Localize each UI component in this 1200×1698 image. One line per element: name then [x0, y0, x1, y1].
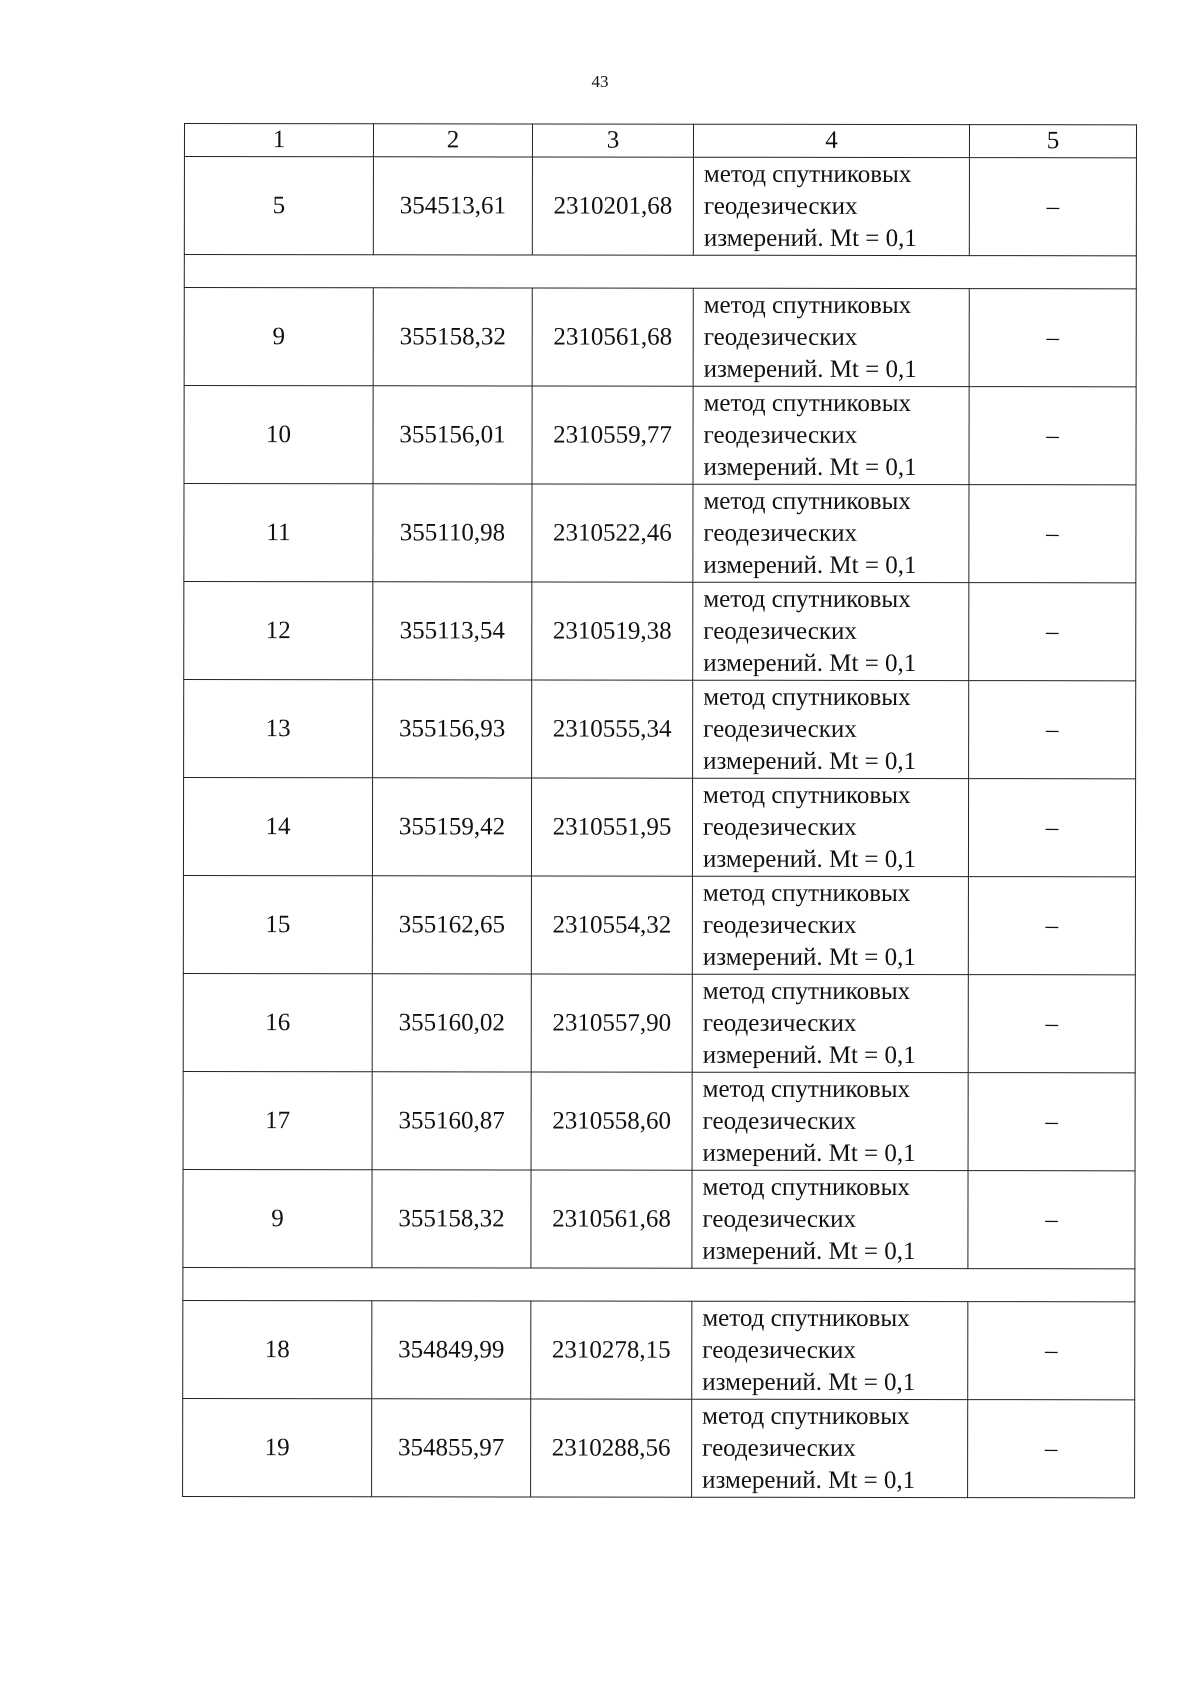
separator-row — [183, 1267, 1135, 1301]
method-cell — [693, 386, 969, 484]
method-text-line: геодезических — [703, 519, 858, 547]
table-row — [183, 1169, 1135, 1268]
method-cell — [692, 1072, 968, 1170]
method-text-line: измерений. Mt = 0,1 — [703, 453, 917, 481]
method-text-line: измерений. Mt = 0,1 — [702, 1466, 916, 1494]
y-coordinate-cell: 2310522,46 — [532, 484, 693, 582]
point-number-cell: 10 — [184, 386, 373, 484]
table-row — [184, 386, 1136, 485]
note-cell: – — [969, 681, 1136, 779]
method-text-line: метод спутниковых — [702, 1304, 910, 1332]
note-cell: – — [969, 387, 1136, 485]
y-coordinate-cell: 2310557,90 — [531, 974, 692, 1072]
method-text-line: метод спутниковых — [702, 1075, 911, 1103]
separator-cell — [183, 1267, 1135, 1301]
y-coordinate-cell: 2310561,68 — [532, 288, 693, 386]
table-row — [183, 973, 1135, 1072]
note-cell: – — [968, 779, 1135, 877]
point-number-cell: 9 — [184, 288, 373, 386]
method-text-line: метод спутниковых — [703, 487, 911, 515]
y-coordinate-cell: 2310555,34 — [532, 680, 693, 778]
point-number-cell: 11 — [184, 484, 373, 582]
x-coordinate-cell: 355110,98 — [373, 484, 532, 582]
method-text-line: измерений. Mt = 0,1 — [702, 1139, 916, 1167]
column-header: 5 — [969, 125, 1136, 158]
x-coordinate-cell: 355160,87 — [372, 1072, 531, 1170]
point-number-cell: 9 — [183, 1169, 372, 1267]
x-coordinate-cell: 355113,54 — [373, 582, 532, 680]
method-text-line: геодезических — [702, 1434, 856, 1462]
note-cell: – — [968, 1171, 1135, 1269]
method-cell — [693, 157, 969, 255]
page-number: 43 — [591, 72, 609, 91]
method-text-line: измерений. Mt = 0,1 — [702, 845, 917, 873]
y-coordinate-cell: 2310519,38 — [532, 582, 693, 680]
x-coordinate-cell: 355162,65 — [372, 876, 531, 974]
method-cell — [692, 1170, 968, 1268]
separator-cell — [184, 255, 1136, 289]
table-row — [183, 778, 1135, 877]
coordinates-table — [182, 123, 1137, 1498]
method-cell — [693, 582, 969, 680]
note-cell: – — [968, 877, 1135, 975]
method-text-line: измерений. Mt = 0,1 — [702, 943, 916, 971]
method-text-line: измерений. Mt = 0,1 — [703, 649, 917, 677]
method-cell — [692, 876, 968, 974]
method-text-line: измерений. Mt = 0,1 — [703, 224, 917, 252]
table-row — [183, 1398, 1135, 1497]
point-number-cell: 16 — [183, 973, 372, 1071]
method-text-line: метод спутниковых — [702, 977, 911, 1005]
method-text-line: геодезических — [703, 421, 858, 449]
point-number-cell: 14 — [183, 778, 372, 876]
method-text-line: геодезических — [702, 1009, 857, 1037]
method-text-line: геодезических — [702, 1336, 856, 1364]
y-coordinate-cell: 2310558,60 — [531, 1072, 692, 1170]
method-text-line: метод спутниковых — [703, 160, 912, 188]
y-coordinate-cell: 2310559,77 — [532, 386, 693, 484]
table-header-row — [184, 124, 1136, 158]
method-cell — [693, 680, 969, 778]
table-body — [183, 157, 1137, 1498]
note-cell: – — [969, 485, 1136, 583]
note-cell: – — [968, 1302, 1135, 1400]
column-header: 2 — [373, 124, 532, 157]
method-text-line: метод спутниковых — [703, 389, 912, 417]
method-text-line: метод спутниковых — [703, 781, 911, 809]
note-cell: – — [969, 289, 1136, 387]
method-text-line: геодезических — [702, 911, 857, 939]
x-coordinate-cell: 355156,01 — [373, 386, 532, 484]
method-text-line: геодезических — [702, 1107, 857, 1135]
point-number-cell: 5 — [184, 157, 373, 255]
note-cell: – — [968, 975, 1135, 1073]
note-cell: – — [969, 583, 1136, 681]
method-text-line: метод спутниковых — [703, 291, 912, 319]
column-header: 4 — [693, 124, 969, 157]
point-number-cell: 15 — [183, 875, 372, 973]
method-text-line: измерений. Mt = 0,1 — [702, 1041, 916, 1069]
point-number-cell: 12 — [184, 582, 373, 680]
method-text-line: геодезических — [703, 617, 857, 645]
column-header: 1 — [184, 124, 373, 157]
point-number-cell: 18 — [183, 1300, 372, 1398]
note-cell: – — [969, 158, 1136, 256]
table-row — [184, 680, 1136, 779]
x-coordinate-cell: 355156,93 — [373, 680, 532, 778]
point-number-cell: 13 — [184, 680, 373, 778]
x-coordinate-cell: 354849,99 — [372, 1301, 531, 1399]
note-cell: – — [968, 1073, 1135, 1171]
method-cell — [692, 1399, 968, 1497]
method-text-line: измерений. Mt = 0,1 — [703, 747, 917, 775]
method-cell — [693, 288, 969, 386]
x-coordinate-cell: 355159,42 — [372, 778, 531, 876]
separator-row — [184, 255, 1136, 289]
x-coordinate-cell: 355158,32 — [373, 288, 532, 386]
y-coordinate-cell: 2310561,68 — [531, 1170, 692, 1268]
method-text-line: измерений. Mt = 0,1 — [702, 1368, 916, 1396]
table-row — [184, 582, 1136, 681]
table-row — [183, 875, 1135, 974]
table-row — [184, 484, 1136, 583]
method-text-line: метод спутниковых — [703, 585, 911, 613]
method-text-line: измерений. Mt = 0,1 — [703, 355, 917, 383]
method-text-line: метод спутниковых — [703, 683, 911, 711]
method-text-line: метод спутниковых — [702, 1173, 910, 1201]
method-text-line: измерений. Mt = 0,1 — [702, 1237, 916, 1265]
y-coordinate-cell: 2310554,32 — [531, 876, 692, 974]
y-coordinate-cell: 2310201,68 — [532, 157, 693, 255]
x-coordinate-cell: 354513,61 — [373, 157, 532, 255]
method-cell — [692, 974, 968, 1072]
method-cell — [693, 484, 969, 582]
method-text-line: геодезических — [702, 813, 857, 841]
method-text-line: геодезических — [703, 323, 858, 351]
method-text-line: метод спутниковых — [702, 1402, 910, 1430]
y-coordinate-cell: 2310551,95 — [531, 778, 692, 876]
method-text-line: геодезических — [703, 192, 858, 220]
table-row — [184, 288, 1136, 387]
x-coordinate-cell: 355158,32 — [372, 1170, 531, 1268]
y-coordinate-cell: 2310288,56 — [531, 1399, 692, 1497]
method-text-line: геодезических — [703, 715, 857, 743]
table-row — [184, 157, 1136, 256]
table-row — [183, 1300, 1135, 1399]
x-coordinate-cell: 354855,97 — [372, 1399, 531, 1497]
note-cell: – — [968, 1400, 1135, 1498]
x-coordinate-cell: 355160,02 — [372, 974, 531, 1072]
column-header: 3 — [532, 124, 693, 157]
y-coordinate-cell: 2310278,15 — [531, 1301, 692, 1399]
point-number-cell: 17 — [183, 1071, 372, 1169]
method-cell — [692, 778, 968, 876]
method-text-line: измерений. Mt = 0,1 — [703, 551, 917, 579]
point-number-cell: 19 — [183, 1398, 372, 1496]
method-text-line: метод спутниковых — [702, 879, 911, 907]
method-text-line: геодезических — [702, 1205, 857, 1233]
table-row — [183, 1071, 1135, 1170]
method-cell — [692, 1301, 968, 1399]
